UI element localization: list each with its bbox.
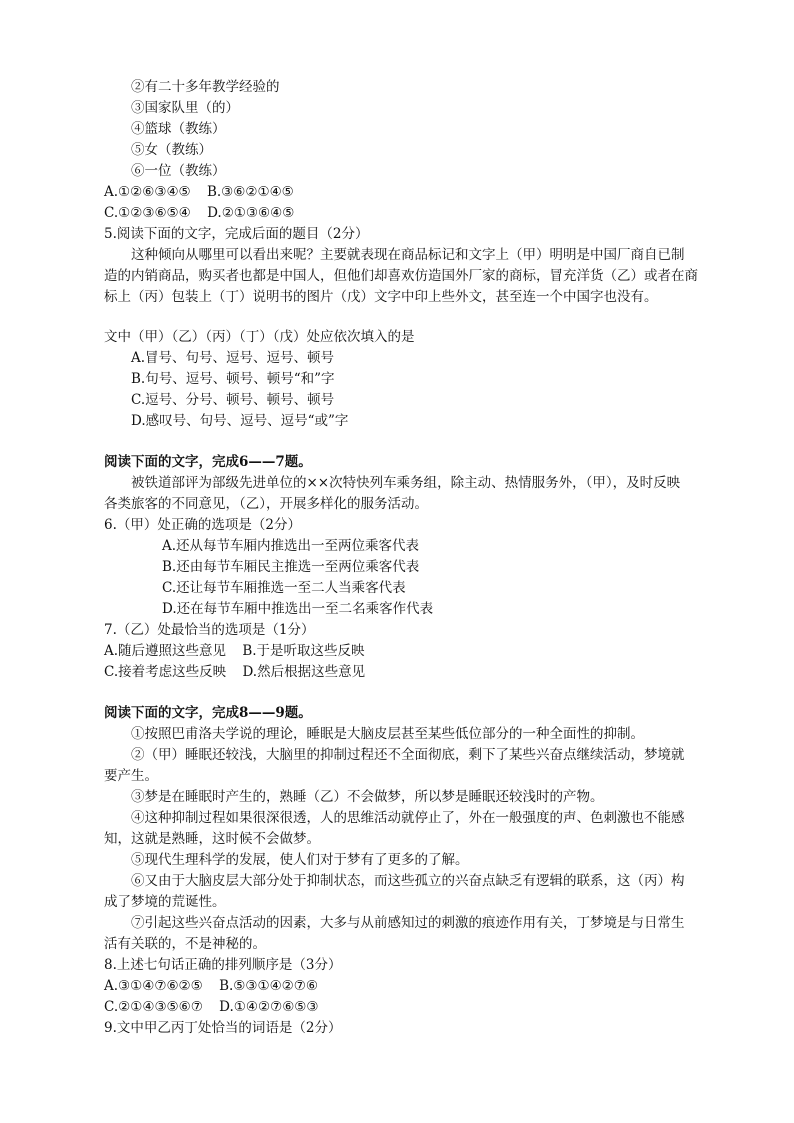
sentence-2-line-2: 要产生。 bbox=[104, 768, 158, 784]
q5-option-c[interactable]: C.逗号、分号、顿号、顿号、顿号 bbox=[131, 392, 335, 408]
q8-option-b[interactable]: B.⑤③①④②⑦⑥ bbox=[219, 978, 318, 994]
sentence-6-line-2: 成了梦境的荒诞性。 bbox=[104, 894, 226, 910]
q7-option-d[interactable]: D.然后根据这些意见 bbox=[242, 664, 366, 680]
q4-item-3: ③国家队里（的） bbox=[131, 100, 239, 116]
q8-option-a[interactable]: A.③①④⑦⑥②⑤ bbox=[104, 978, 203, 994]
q6-option-b[interactable]: B.还由每节车厢民主推选一至两位乘客代表 bbox=[162, 559, 420, 575]
q4-item-4: ④篮球（教练） bbox=[131, 121, 226, 137]
q7-option-a[interactable]: A.随后遵照这些意见 bbox=[104, 643, 227, 659]
q4-option-a[interactable]: A.①②⑥③④⑤ bbox=[104, 184, 191, 200]
q5-option-d[interactable]: D.感叹号、句号、逗号、逗号“或”字 bbox=[131, 413, 349, 429]
section-6-7-passage-line-1: 被铁道部评为部级先进单位的××次特快列车乘务组，除主动、热情服务外，（甲），及时反映 bbox=[131, 475, 681, 491]
q4-option-b[interactable]: B.③⑥②①④⑤ bbox=[206, 184, 294, 200]
sentence-3: ③梦是在睡眠时产生的，熟睡（乙）不会做梦，所以梦是睡眠还较浅时的产物。 bbox=[131, 789, 604, 805]
sentence-7-line-1: ⑦引起这些兴奋点活动的因素，大多与从前感知过的刺激的痕迹作用有关，丁梦境是与日常生 bbox=[131, 915, 685, 931]
q9-title: 9.文中甲乙丙丁处恰当的词语是（2分） bbox=[104, 1020, 342, 1036]
q5-passage-line-3: 标上（丙）包装上（丁）说明书的图片（戊）文字中印上些外文，甚至连一个中国字也没有。 bbox=[104, 289, 658, 305]
sentence-2-line-1: ②（甲）睡眠还较浅，大脑里的抑制过程还不全面彻底，剩下了某些兴奋点继续活动，梦境就 bbox=[131, 747, 685, 763]
section-8-9-heading: 阅读下面的文字，完成8——9题。 bbox=[104, 705, 312, 721]
q4-item-5: ⑤女（教练） bbox=[131, 142, 212, 158]
sentence-4-line-2: 知，这就是熟睡，这时候不会做梦。 bbox=[104, 831, 320, 847]
q6-option-c[interactable]: C.还让每节车厢推选一至二人当乘客代表 bbox=[162, 580, 406, 596]
q5-option-b[interactable]: B.句号、逗号、顿号、顿号“和”字 bbox=[131, 371, 335, 387]
q8-title: 8.上述七句话正确的排列顺序是（3分） bbox=[104, 957, 342, 973]
q6-title: 6.（甲）处正确的选项是（2分） bbox=[104, 517, 301, 533]
q4-option-d[interactable]: D.②①③⑥④⑤ bbox=[207, 205, 295, 221]
q5-option-a[interactable]: A.冒号、句号、逗号、逗号、顿号 bbox=[131, 350, 335, 366]
q6-option-d[interactable]: D.还在每节车厢中推选出一至二名乘客作代表 bbox=[162, 601, 434, 617]
q4-options-row-1 bbox=[104, 182, 294, 202]
sentence-4-line-1: ④这种抑制过程如果很深很透，人的思维活动就停止了，外在一般强度的声、色刺激也不能感 bbox=[131, 810, 685, 826]
q8-option-c[interactable]: C.②①④③⑤⑥⑦ bbox=[104, 999, 203, 1015]
q5-passage-line-1: 这种倾向从哪里可以看出来呢？主要就表现在商品标记和文字上（甲）明明是中国厂商自已制 bbox=[131, 247, 685, 263]
section-6-7-passage-line-2: 各类旅客的不同意见，（乙），开展多样化的服务活动。 bbox=[104, 496, 428, 512]
sentence-6-line-1: ⑥又由于大脑皮层大部分处于抑制状态，而这些孤立的兴奋点缺乏有逻辑的联系，这（丙）构 bbox=[131, 873, 685, 889]
q5-question: 文中（甲）（乙）（丙）（丁）（戊）处应依次填入的是 bbox=[104, 329, 415, 345]
sentence-7-line-2: 活有关联的，不是神秘的。 bbox=[104, 936, 266, 952]
q8-options-row-1 bbox=[104, 976, 318, 996]
q7-options-row-2 bbox=[104, 662, 365, 682]
q5-title: 5.阅读下面的文字，完成后面的题目（2分） bbox=[104, 226, 369, 242]
q7-option-b[interactable]: B.于是听取这些反映 bbox=[242, 643, 365, 659]
q7-option-c[interactable]: C.接着考虑这些反映 bbox=[104, 664, 227, 680]
q6-option-a[interactable]: A.还从每节车厢内推选出一至两位乘客代表 bbox=[162, 538, 420, 554]
sentence-1: ①按照巴甫洛夫学说的理论，睡眠是大脑皮层甚至某些低位部分的一种全面性的抑制。 bbox=[131, 726, 644, 742]
q4-option-c[interactable]: C.①②③⑥⑤④ bbox=[104, 205, 191, 221]
q8-option-d[interactable]: D.①④②⑦⑥⑤③ bbox=[219, 999, 319, 1015]
q5-passage-line-2: 造的内销商品，购买者也都是中国人，但他们却喜欢仿造国外厂家的商标，冒充洋货（乙）或者在商 bbox=[104, 268, 698, 284]
q4-item-6: ⑥一位（教练） bbox=[131, 163, 226, 179]
sentence-5: ⑤现代生理科学的发展，使人们对于梦有了更多的了解。 bbox=[131, 852, 469, 868]
q7-options-row-1 bbox=[104, 641, 365, 661]
q4-item-2: ②有二十多年教学经验的 bbox=[131, 79, 280, 95]
section-6-7-heading: 阅读下面的文字，完成6——7题。 bbox=[104, 454, 312, 470]
q8-options-row-2 bbox=[104, 997, 319, 1017]
q7-title: 7.（乙）处最恰当的选项是（1分） bbox=[104, 622, 315, 638]
q4-options-row-2 bbox=[104, 203, 294, 223]
